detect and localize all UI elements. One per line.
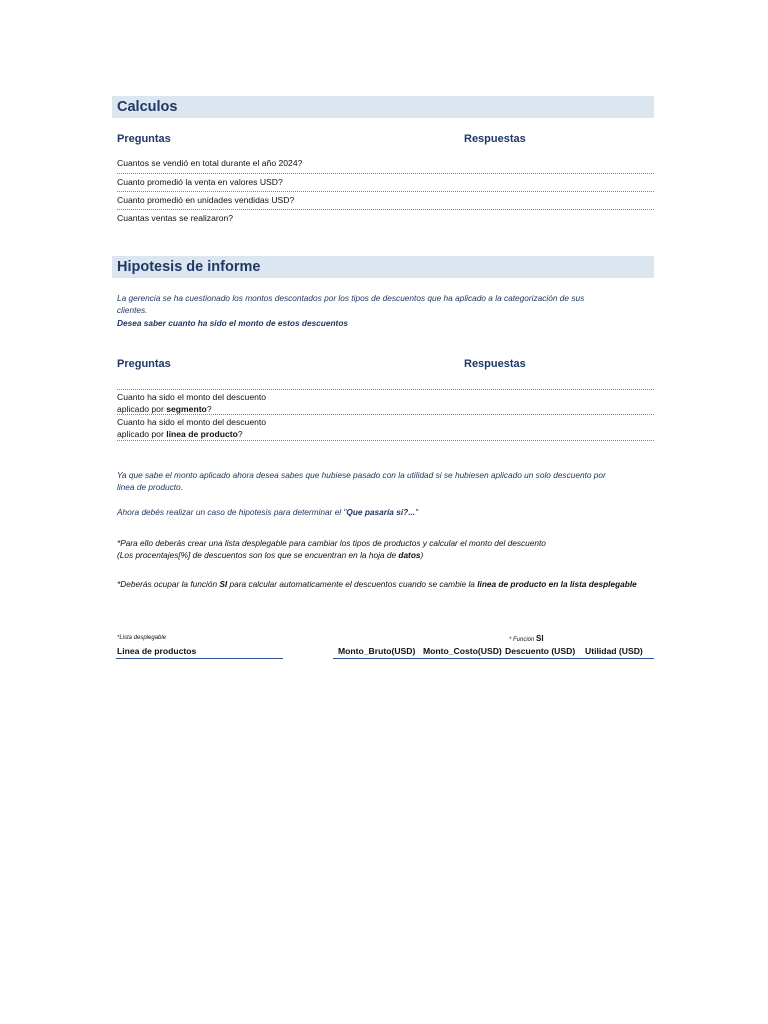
hipotesis-q1-post: ? (206, 404, 212, 414)
hipotesis-paragraph3-line1: *Para ello deberás crear una lista desplegable para cambiar los tipos de productos y calcular el monto del descuento (117, 538, 546, 548)
header-monto-costo: Monto_Costo(USD) (423, 646, 502, 656)
calculos-question-3: Cuanto promedió en unidades vendidas USD? (117, 192, 654, 210)
hipotesis-paragraph2 (117, 506, 418, 519)
header-linea-de-productos: Linea de productos (117, 646, 197, 656)
hipotesis-q2-line2 (117, 428, 654, 440)
hipotesis-q1-line2 (117, 403, 654, 415)
hipotesis-paragraph4 (117, 578, 637, 591)
hipotesis-intro-line2: clientes. (117, 305, 148, 315)
hipotesis-question-1 (117, 390, 654, 415)
table-header-underline (333, 658, 654, 659)
hipotesis-q2-line1: Cuanto ha sido el monto del descuento (117, 417, 267, 427)
hipotesis-q2-bold: linea de producto (166, 429, 238, 439)
hipotesis-paragraph1-line1: Ya que sabe el monto aplicado ahora desea sabes que hubiese pasado con la utilidad si se hubiesen aplicado un solo descuento por (117, 470, 606, 480)
hipotesis-intro-line1: La gerencia se ha cuestionado los montos descontados por los tipos de descuentos que ha aplicado a la categorización de sus (117, 293, 585, 303)
hipotesis-p4-bold2: linea de producto en la lista desplegable (477, 579, 637, 589)
hipotesis-p3-pre: (Los procentajes[%] de descuentos son los que se encuentran en la hoja de (117, 550, 399, 560)
calculos-question-2: Cuanto promedió la venta en valores USD? (117, 174, 654, 192)
hipotesis-question-2 (117, 415, 654, 441)
lista-desplegable-note: *Lista desplegable (117, 635, 167, 641)
hipotesis-q2-post: ? (237, 429, 243, 439)
header-utilidad: Utilidad (USD) (585, 646, 643, 656)
header-monto-bruto: Monto_Bruto(USD) (338, 646, 416, 656)
hipotesis-intro-bold: Desea saber cuanto ha sido el monto de estos descuentos (117, 318, 348, 328)
hipotesis-q1-line1: Cuanto ha sido el monto del descuento (117, 392, 267, 402)
calculos-question-4: Cuantas ventas se realizaron? (117, 213, 234, 223)
hipotesis-preguntas-header: Preguntas (117, 358, 171, 370)
header-descuento: Descuento (USD) (505, 646, 576, 656)
hipotesis-q1-pre: aplicado por (117, 404, 167, 414)
hipotesis-respuestas-header: Respuestas (464, 358, 526, 370)
calculos-preguntas-header: Preguntas (117, 133, 171, 145)
calculos-question-1: Cuantos se vendió en total durante el año 2024? (117, 156, 654, 174)
hipotesis-p2-post: " (415, 507, 419, 517)
hipotesis-p4-mid: para calcular automaticamente el descuentos cuando se cambie la (227, 579, 478, 589)
hipotesis-p4-pre: *Deberás ocupar la función (117, 579, 220, 589)
hipotesis-p3-post: ) (420, 550, 424, 560)
hipotesis-paragraph1-line2: linea de producto. (117, 482, 183, 492)
funcion-note-text: * Función (509, 637, 537, 643)
calculos-respuestas-header: Respuestas (464, 133, 526, 145)
hipotesis-q2-pre: aplicado por (117, 429, 167, 439)
hipotesis-paragraph3-line2 (117, 549, 423, 562)
hipotesis-section-title: Hipotesis de informe (112, 256, 654, 278)
calculos-section-title: Calculos (112, 96, 654, 118)
linea-de-productos-dropdown-cell[interactable] (116, 658, 283, 659)
funcion-note-bold: SI (536, 634, 544, 643)
funcion-si-note (509, 634, 544, 643)
hipotesis-p3-bold: datos (398, 550, 421, 560)
hipotesis-p2-bold: Que pasaría si?... (346, 507, 416, 517)
hipotesis-p4-bold1: SI (219, 579, 228, 589)
hipotesis-p2-pre: Ahora debés realizar un caso de hipotesis para determinar el " (117, 507, 347, 517)
hipotesis-q1-bold: segmento (166, 404, 207, 414)
